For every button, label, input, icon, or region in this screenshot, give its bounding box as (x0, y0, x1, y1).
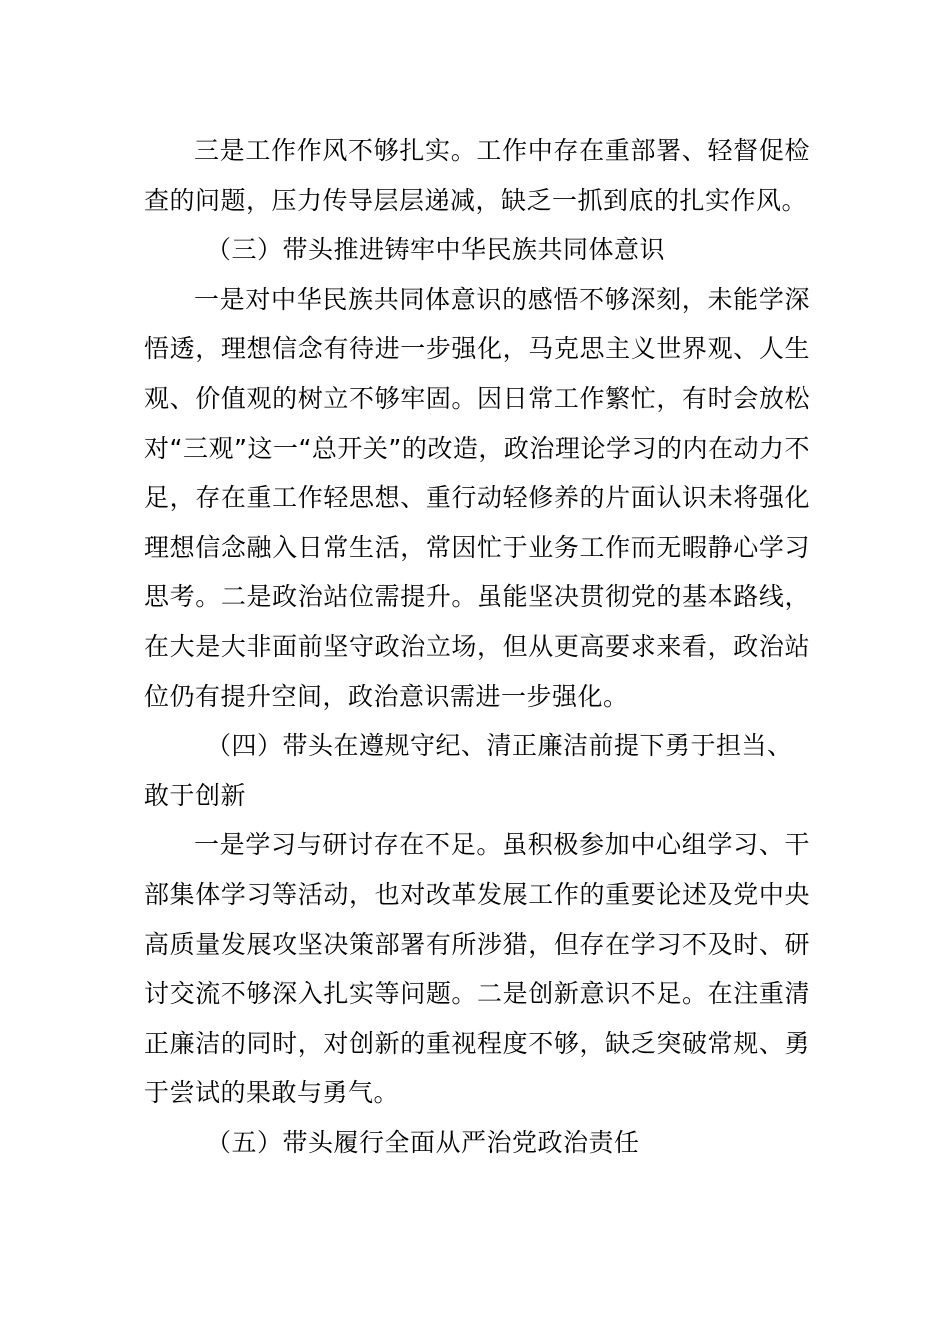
paragraph-study-innovation: 一是学习与研讨存在不足。虽积极参加中心组学习、干部集体学习等活动，也对改革发展工作的重要论述及党中央高质量发展攻坚决策部署有所涉猎，但存在学习不及时、研讨交流不够深入扎实等问题。二是创新意识不足。在注重清正廉洁的同时，对创新的重视程度不够，缺乏突破常规、勇于尝试的果敢与勇气。 (144, 830, 810, 1108)
section-heading-3: （三）带头推进铸牢中华民族共同体意识 (206, 235, 666, 265)
section-heading-4: （四）带头在遵规守纪、清正廉洁前提下勇于担当、敢于创新 (144, 731, 793, 810)
paragraph-work-style: 三是工作作风不够扎实。工作中存在重部署、轻督促检查的问题，压力传导层层递减，缺乏一抓到底的扎实作风。 (144, 136, 810, 215)
document-body (144, 126, 810, 1167)
paragraph-national-unity: 一是对中华民族共同体意识的感悟不够深刻，未能学深悟透，理想信念有待进一步强化，马克思主义世界观、人生观、价值观的树立不够牢固。因日常工作繁忙，有时会放松对“三观”这一“总开关”的改造，政治理论学习的内在动力不足，存在重工作轻思想、重行动轻修养的片面认识未将强化理想信念融入日常生活，常因忙于业务工作而无暇静心学习思考。二是政治站位需提升。虽能坚决贯彻党的基本路线，在大是大非面前坚守政治立场，但从更高要求来看，政治站位仍有提升空间，政治意识需进一步强化。 (144, 284, 810, 711)
section-heading-5: （五）带头履行全面从严治党政治责任 (206, 1127, 640, 1157)
